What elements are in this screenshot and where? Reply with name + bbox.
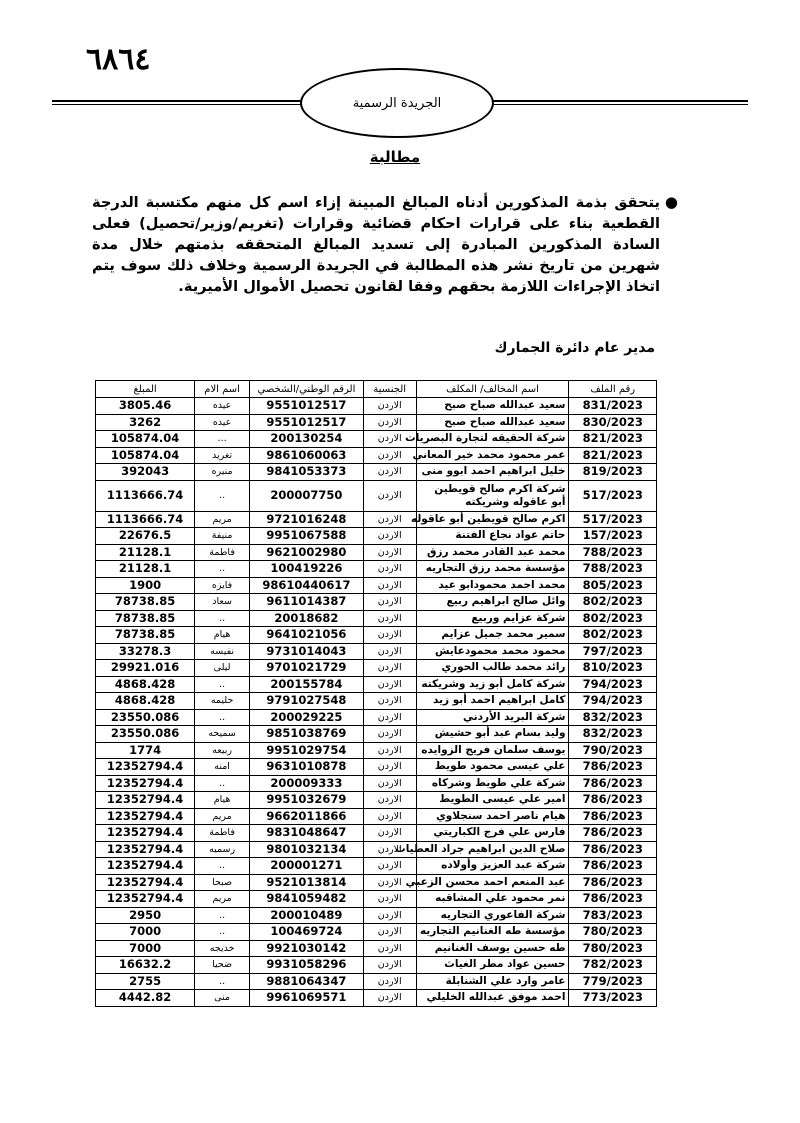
cell-national-id: 9961069571 [250,990,364,1007]
cell-mother: مريم [195,891,250,908]
cell-national-id: 200009333 [250,775,364,792]
table-row [96,643,657,660]
cell-nationality: الاردن [363,907,416,924]
cell-name: حاتم عواد نجاع الفتنة [416,528,569,545]
signature: مدير عام دائرة الجمارك [494,340,655,356]
cell-nationality: الاردن [363,627,416,644]
cell-file-no: 819/2023 [569,464,657,481]
cell-national-id: 9931058296 [250,957,364,974]
cell-file-no: 802/2023 [569,610,657,627]
cell-nationality: الاردن [363,414,416,431]
cell-nationality: الاردن [363,874,416,891]
table-row [96,792,657,809]
cell-national-id: 9521013814 [250,874,364,891]
cell-nationality: الاردن [363,676,416,693]
cell-mother: منيفة [195,528,250,545]
cell-file-no: 794/2023 [569,693,657,710]
table-row [96,480,657,511]
cell-nationality: الاردن [363,594,416,611]
cell-name: علي عيسى محمود طويط [416,759,569,776]
cell-national-id: 98610440617 [250,577,364,594]
cell-file-no: 786/2023 [569,775,657,792]
cell-mother: ليلى [195,660,250,677]
table-row [96,398,657,415]
cell-amount: 16632.2 [96,957,195,974]
header-national-id: الرقم الوطني/الشخصي [250,381,364,398]
cell-amount: 1774 [96,742,195,759]
cell-name: شركة الفاعوري التجاريه [416,907,569,924]
cell-amount: 23550.086 [96,726,195,743]
cell-name: خليل ابراهيم احمد ابوو منى [416,464,569,481]
table-row [96,858,657,875]
cell-nationality: الاردن [363,825,416,842]
cell-file-no: 788/2023 [569,561,657,578]
cell-mother: .. [195,676,250,693]
cell-amount: 21128.1 [96,561,195,578]
cell-mother: منيره [195,464,250,481]
cell-file-no: 517/2023 [569,511,657,528]
cell-amount: 12352794.4 [96,775,195,792]
table-row [96,808,657,825]
table-row [96,610,657,627]
table-row [96,775,657,792]
cell-national-id: 9551012517 [250,398,364,415]
cell-mother: فاطمة [195,544,250,561]
cell-nationality: الاردن [363,759,416,776]
cell-national-id: 9791027548 [250,693,364,710]
cell-file-no: 832/2023 [569,709,657,726]
cell-amount: 12352794.4 [96,808,195,825]
cell-name: يوسف سلمان فريج الزوايده [416,742,569,759]
claims-table [95,380,657,1007]
cell-nationality: الاردن [363,398,416,415]
cell-amount: 105874.04 [96,431,195,448]
cell-amount: 12352794.4 [96,759,195,776]
cell-file-no: 788/2023 [569,544,657,561]
cell-mother: فايزه [195,577,250,594]
cell-amount: 22676.5 [96,528,195,545]
cell-nationality: الاردن [363,528,416,545]
cell-file-no: 821/2023 [569,431,657,448]
cell-nationality: الاردن [363,990,416,1007]
cell-name: سعيد عبدالله صباح صبح [416,398,569,415]
cell-national-id: 200001271 [250,858,364,875]
cell-name: اكرم صالح قويطين أبو عاقوله [416,511,569,528]
cell-national-id: 9611014387 [250,594,364,611]
table-row [96,414,657,431]
cell-mother: عيده [195,398,250,415]
table-row [96,464,657,481]
page-number: ٦٨٦٤ [86,42,151,77]
cell-name: احمد موفق عبدالله الخليلي [416,990,569,1007]
cell-file-no: 790/2023 [569,742,657,759]
cell-mother: فاطمة [195,825,250,842]
table-header-row [96,381,657,398]
cell-nationality: الاردن [363,610,416,627]
cell-national-id: 200010489 [250,907,364,924]
table-row [96,990,657,1007]
cell-file-no: 832/2023 [569,726,657,743]
cell-amount: 3262 [96,414,195,431]
cell-amount: 33278.3 [96,643,195,660]
cell-national-id: 9731014043 [250,643,364,660]
cell-nationality: الاردن [363,464,416,481]
cell-national-id: 200007750 [250,480,364,511]
cell-nationality: الاردن [363,660,416,677]
cell-amount: 78738.85 [96,610,195,627]
cell-amount: 1113666.74 [96,511,195,528]
cell-name: امير علي عيسى الطويط [416,792,569,809]
cell-name: كامل ابراهيم احمد أبو زيد [416,693,569,710]
cell-mother: هيام [195,627,250,644]
notice-title: مطالبة [369,148,421,166]
cell-mother: ضحيا [195,957,250,974]
cell-name: محمد عبد القادر محمد رزق [416,544,569,561]
cell-name: مؤسسة طه الغنانيم التجاريه [416,924,569,941]
cell-name: محمود محمد محمودعايش [416,643,569,660]
cell-file-no: 831/2023 [569,398,657,415]
cell-file-no: 786/2023 [569,825,657,842]
cell-name: شركة عبد العزيز وأولاده [416,858,569,875]
cell-file-no: 821/2023 [569,447,657,464]
cell-name: صلاح الدين ابراهيم جراد العطيات [416,841,569,858]
cell-mother: حليمه [195,693,250,710]
cell-national-id: 9801032134 [250,841,364,858]
cell-mother: ... [195,431,250,448]
cell-national-id: 200029225 [250,709,364,726]
cell-mother: عيده [195,414,250,431]
notice-body-text: يتحقق بذمة المذكورين أدناه المبالغ المبينة إزاء اسم كل منهم مكتسبة الدرجة القطعية بناء على قرارات احكام قضائية وقرارات (تغريم/وزير/تحصيل) فعلى السادة المذكورين المبادرة إلى تسديد المبالغ المتحققه بذمتهم خلال مدة شهرين من تاريخ نشر هذه المطالبة في الجريدة الرسمية وخلاف ذلك سوف يتم اتخاذ الإجراءات اللازمة بحقهم وفقا لقانون تحصيل الأموال الأميرية. [92,194,660,295]
cell-file-no: 783/2023 [569,907,657,924]
table-row [96,973,657,990]
cell-file-no: 802/2023 [569,627,657,644]
cell-mother: هيام [195,792,250,809]
cell-nationality: الاردن [363,957,416,974]
cell-file-no: 780/2023 [569,924,657,941]
cell-file-no: 780/2023 [569,940,657,957]
cell-nationality: الاردن [363,447,416,464]
cell-national-id: 9951029754 [250,742,364,759]
cell-mother: رسميه [195,841,250,858]
cell-mother: تغريد [195,447,250,464]
cell-amount: 3805.46 [96,398,195,415]
header-name: اسم المخالف/ المكلف [416,381,569,398]
cell-national-id: 9551012517 [250,414,364,431]
cell-national-id: 9831048647 [250,825,364,842]
cell-amount: 12352794.4 [96,825,195,842]
table-row [96,940,657,957]
cell-name: سعيد عبدالله صباح صبح [416,414,569,431]
cell-amount: 12352794.4 [96,874,195,891]
cell-mother: .. [195,480,250,511]
cell-file-no: 786/2023 [569,792,657,809]
header-mother: اسم الام [195,381,250,398]
cell-amount: 12352794.4 [96,891,195,908]
notice-body [92,192,678,297]
cell-file-no: 517/2023 [569,480,657,511]
cell-national-id: 9841053373 [250,464,364,481]
cell-file-no: 773/2023 [569,990,657,1007]
table-row [96,676,657,693]
table-row [96,957,657,974]
cell-nationality: الاردن [363,808,416,825]
cell-mother: .. [195,775,250,792]
cell-nationality: الاردن [363,841,416,858]
cell-amount: 4868.428 [96,676,195,693]
cell-mother: صبحا [195,874,250,891]
cell-name: هيام ناصر احمد سنجلاوي [416,808,569,825]
table-row [96,924,657,941]
table-row [96,561,657,578]
table-row [96,627,657,644]
gazette-name: الجريدة الرسمية [352,95,442,111]
cell-nationality: الاردن [363,561,416,578]
cell-name: شركة عزايم وربيع [416,610,569,627]
cell-file-no: 786/2023 [569,808,657,825]
cell-nationality: الاردن [363,973,416,990]
cell-amount: 2755 [96,973,195,990]
cell-file-no: 794/2023 [569,676,657,693]
cell-national-id: 9951067588 [250,528,364,545]
cell-file-no: 786/2023 [569,858,657,875]
cell-name: مؤسسة محمد رزق التجاريه [416,561,569,578]
cell-amount: 12352794.4 [96,858,195,875]
table-row [96,759,657,776]
cell-nationality: الاردن [363,891,416,908]
cell-amount: 21128.1 [96,544,195,561]
table-row [96,577,657,594]
cell-mother: .. [195,924,250,941]
cell-name: شركة الحقيقه لتجارة البصريات [416,431,569,448]
cell-file-no: 797/2023 [569,643,657,660]
table-row [96,511,657,528]
cell-national-id: 9721016248 [250,511,364,528]
cell-mother: سميحه [195,726,250,743]
cell-mother: ربيعه [195,742,250,759]
cell-national-id: 9631010878 [250,759,364,776]
table-row [96,528,657,545]
cell-amount: 12352794.4 [96,841,195,858]
cell-file-no: 157/2023 [569,528,657,545]
cell-mother: .. [195,858,250,875]
cell-amount: 78738.85 [96,594,195,611]
cell-file-no: 830/2023 [569,414,657,431]
cell-file-no: 802/2023 [569,594,657,611]
cell-nationality: الاردن [363,709,416,726]
cell-mother: امنه [195,759,250,776]
table-row [96,431,657,448]
cell-national-id: 9621002980 [250,544,364,561]
cell-file-no: 786/2023 [569,891,657,908]
cell-national-id: 9881064347 [250,973,364,990]
cell-national-id: 9841059482 [250,891,364,908]
cell-file-no: 786/2023 [569,759,657,776]
table-row [96,825,657,842]
cell-name: وائل صالح ابراهيم ربيع [416,594,569,611]
cell-nationality: الاردن [363,775,416,792]
cell-name: نمر محمود علي المشاقبه [416,891,569,908]
cell-amount: 392043 [96,464,195,481]
cell-nationality: الاردن [363,480,416,511]
cell-name: حسين عواد مطر الغياث [416,957,569,974]
bullet-icon: ● [664,193,678,211]
cell-mother: خديجه [195,940,250,957]
gazette-name-oval [300,68,494,138]
cell-national-id: 100469724 [250,924,364,941]
cell-national-id: 9662011866 [250,808,364,825]
table-row [96,907,657,924]
cell-name: عامر وارد علي الشنابلة [416,973,569,990]
cell-nationality: الاردن [363,544,416,561]
cell-name: عمر محمود محمد خير المعاني [416,447,569,464]
table-row [96,891,657,908]
cell-mother: مريم [195,511,250,528]
header-nationality: الجنسية [363,381,416,398]
table-body [96,398,657,1007]
cell-mother: .. [195,709,250,726]
cell-name: عبد المنعم احمد محسن الزعبي [416,874,569,891]
cell-name: فارس علي فرج الكباريتي [416,825,569,842]
table-row [96,874,657,891]
table-row [96,726,657,743]
cell-national-id: 9851038769 [250,726,364,743]
cell-national-id: 200155784 [250,676,364,693]
cell-file-no: 805/2023 [569,577,657,594]
cell-amount: 2950 [96,907,195,924]
table-row [96,594,657,611]
cell-amount: 4868.428 [96,693,195,710]
cell-nationality: الاردن [363,643,416,660]
cell-file-no: 786/2023 [569,874,657,891]
cell-national-id: 9951032679 [250,792,364,809]
cell-nationality: الاردن [363,577,416,594]
cell-mother: .. [195,973,250,990]
cell-nationality: الاردن [363,858,416,875]
cell-amount: 12352794.4 [96,792,195,809]
cell-name: شركة كامل أبو زيد وشريكته [416,676,569,693]
cell-nationality: الاردن [363,742,416,759]
cell-mother: مريم [195,808,250,825]
table-row [96,447,657,464]
table-row [96,709,657,726]
cell-file-no: 779/2023 [569,973,657,990]
cell-file-no: 810/2023 [569,660,657,677]
table-row [96,660,657,677]
cell-name: طه حسين يوسف الغنانيم [416,940,569,957]
cell-nationality: الاردن [363,511,416,528]
cell-amount: 78738.85 [96,627,195,644]
table-row [96,841,657,858]
cell-mother: نفيسه [195,643,250,660]
cell-nationality: الاردن [363,940,416,957]
cell-nationality: الاردن [363,792,416,809]
cell-mother: .. [195,907,250,924]
cell-name: وليد بسام عبد أبو حشيش [416,726,569,743]
cell-file-no: 786/2023 [569,841,657,858]
cell-name: محمد احمد محمودابو عيد [416,577,569,594]
table-row [96,544,657,561]
cell-amount: 1900 [96,577,195,594]
cell-national-id: 100419226 [250,561,364,578]
cell-amount: 4442.82 [96,990,195,1007]
cell-national-id: 9861060063 [250,447,364,464]
cell-national-id: 9921030142 [250,940,364,957]
cell-nationality: الاردن [363,693,416,710]
header-file-no: رقم الملف [569,381,657,398]
cell-nationality: الاردن [363,431,416,448]
cell-mother: .. [195,610,250,627]
cell-amount: 105874.04 [96,447,195,464]
cell-name: رائد محمد طالب الحوري [416,660,569,677]
cell-nationality: الاردن [363,924,416,941]
cell-amount: 7000 [96,924,195,941]
cell-file-no: 782/2023 [569,957,657,974]
cell-mother: منى [195,990,250,1007]
cell-amount: 7000 [96,940,195,957]
header-amount: المبلغ [96,381,195,398]
cell-name: شركة علي طويط وشركاه [416,775,569,792]
cell-amount: 23550.086 [96,709,195,726]
table-row [96,742,657,759]
cell-mother: سعاد [195,594,250,611]
cell-national-id: 200130254 [250,431,364,448]
cell-name: شركة البريد الأردني [416,709,569,726]
cell-amount: 1113666.74 [96,480,195,511]
cell-national-id: 9641021056 [250,627,364,644]
cell-nationality: الاردن [363,726,416,743]
cell-national-id: 9701021729 [250,660,364,677]
cell-mother: .. [195,561,250,578]
table-row [96,693,657,710]
cell-amount: 29921.016 [96,660,195,677]
cell-national-id: 20018682 [250,610,364,627]
cell-name: شركة اكرم صالح قويطين أبو عاقوله وشريكته [416,480,569,511]
cell-name: سمير محمد جميل عزايم [416,627,569,644]
